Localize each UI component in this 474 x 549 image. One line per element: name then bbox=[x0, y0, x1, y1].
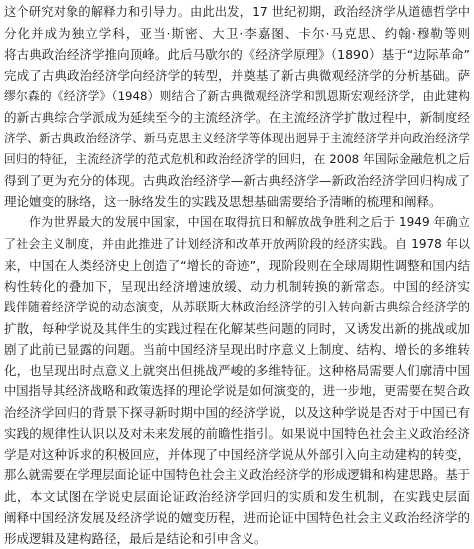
paragraph-2 bbox=[4, 212, 470, 549]
text-line: 形成逻辑及建构路径，最后是结论和引申含义。 bbox=[4, 531, 267, 547]
text-line: 扩散，每种学说及其伴生的实践过程在化解某些问题的同时，又诱发出新的挑战或加 bbox=[4, 320, 470, 336]
text-line: 缪尔森的《经济学》（1948）则结合了新古典微观经济学和凯恩斯宏观经济学，由此建构 bbox=[4, 89, 470, 104]
text-line: 济学、新古典政治经济学、新马克思主义经济学等体现出迥异于主流经济学并向政治经济学 bbox=[4, 131, 470, 146]
text-line: 中国指导其经济战略和政策选择的理论学说是如何演变的，进一步地，更需要在契合政 bbox=[4, 383, 470, 398]
text-line: 的新古典综合学派成为延续至今的主流经济学。在主流经济学扩散过程中，新制度经 bbox=[4, 110, 470, 126]
text-line: 学是对这种诉求的积极回应，并体现了中国经济学说从外部引入向主动建构的转变， bbox=[4, 446, 470, 462]
text-line: 这个研究对象的解释力和引导力。由此出发，17 世纪初期，政治经济学从道德哲学中 bbox=[4, 5, 470, 19]
text-line: 那么就需要在学理层面论证中国特色社会主义政治经济学的形成逻辑和构建思路。基于 bbox=[4, 468, 470, 483]
text-line: 作为世界最大的发展中国家，中国在取得抗日和解放战争胜利之后于 1949 年确立 bbox=[29, 215, 470, 230]
text-line: 构性转化的叠加下，呈现出经济增速放缓、动力机制转换的新常态。中国的经济实 bbox=[4, 278, 470, 294]
text-line: 实践的规律性认识以及对未来发展的前瞻性指引。如果说中国特色社会主义政治经济 bbox=[4, 425, 470, 441]
text-line: 此，本文试图在学说史层面论证政治经济学回归的实质和发生机制，在实践史层面 bbox=[4, 489, 470, 505]
text-line: 践伴随着经济学说的动态演变，从苏联斯大林政治经济学的引入转向新古典综合经济学的 bbox=[4, 299, 470, 314]
text-line: 化，也呈现出时点意义上就突出但挑战严峻的多维特征。这种格局需要人们廓清中国 bbox=[4, 362, 470, 378]
text-line: 剧了此前已显露的问题。当前中国经济呈现出时序意义上制度、结构、增长的多维转 bbox=[4, 341, 470, 357]
text-line: 治经济学回归的背景下探寻新时期中国的经济学说，以及这种学说是否对于中国已有 bbox=[4, 404, 470, 420]
text-line: 得到了更为充分的体现。古典政治经济学—新古典经济学—新政治经济学回归构成了 bbox=[4, 173, 470, 189]
article-body bbox=[4, 2, 470, 549]
text-line: 回归的特征，主流经济学的范式危机和政治经济学的回归，在 2008 年国际金融危机之后 bbox=[4, 152, 470, 167]
text-line: 将古典政治经济学推向顶峰。此后马歇尔的《经济学原理》（1890）基于“边际革命” bbox=[4, 47, 470, 63]
text-line: 阐释中国经济发展及经济学说的嬗变历程，进而论证中国特色社会主义政治经济学的 bbox=[4, 510, 470, 526]
text-line: 来，中国在人类经济史上创造了“增长的奇迹”，现阶段则在全球周期性调整和国内结 bbox=[4, 257, 470, 273]
paragraph-1 bbox=[4, 2, 470, 212]
text-line: 分化并成为独立学科，亚当·斯密、大卫·李嘉图、卡尔·马克思、约翰·穆勒等则 bbox=[4, 26, 470, 42]
text-line: 了社会主义制度，并由此推进了计划经济和改革开放两阶段的经济实践。自 1978 年以 bbox=[4, 236, 470, 251]
text-line: 完成了古典政治经济学向经济学的转型，并奠基了新古典微观经济学的分析基础。萨 bbox=[4, 68, 470, 84]
text-line: 理论嬗变的脉络，这一脉络发生的实践及思想基础需要给予清晰的梳理和阐释。 bbox=[4, 194, 442, 210]
